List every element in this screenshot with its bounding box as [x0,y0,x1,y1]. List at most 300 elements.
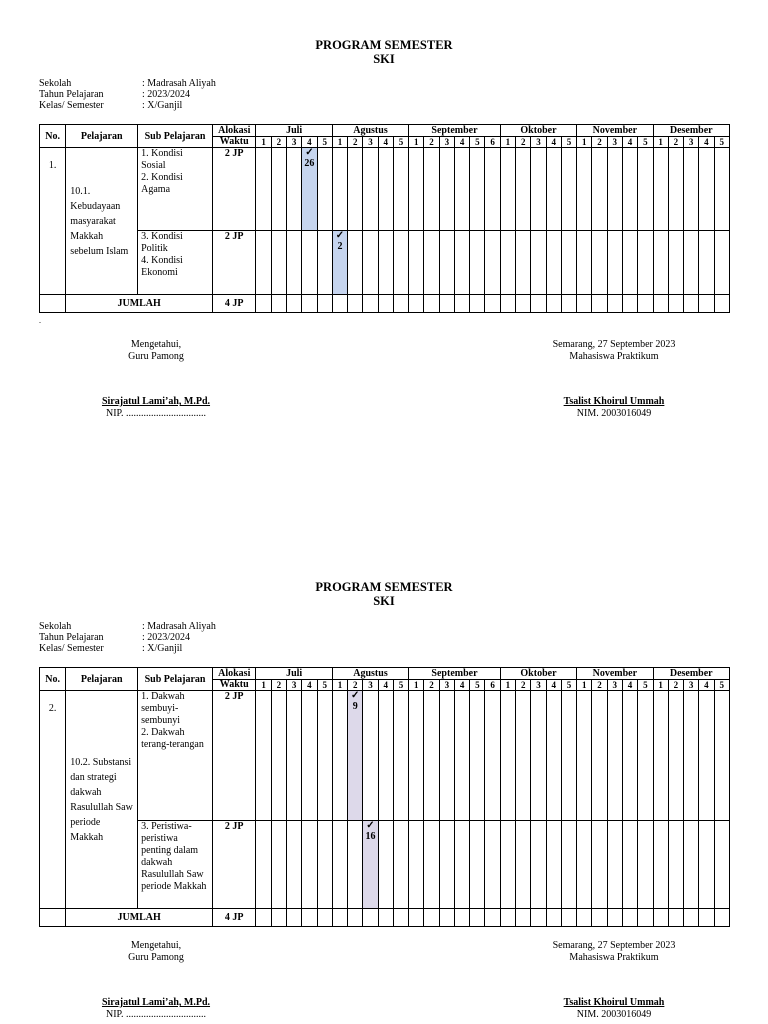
schedule-cell [699,231,714,295]
header-week-number: 5 [561,680,576,691]
schedule-cell [256,909,271,927]
schedule-cell [668,909,683,927]
header-week-number: 1 [256,680,271,691]
schedule-cell [302,821,317,909]
header-week-number: 2 [592,137,607,148]
schedule-cell [714,821,729,909]
header-week-number: 5 [470,680,485,691]
schedule-cell [348,148,363,231]
schedule-cell [699,148,714,231]
schedule-cell [409,231,424,295]
header-week-number: 3 [363,680,378,691]
schedule-cell [622,295,637,313]
schedule-date: 9 [352,701,358,712]
schedule-cell [287,295,302,313]
schedule-cell [684,821,699,909]
header-week-number: 2 [668,137,683,148]
header-month: Agustus [332,125,408,137]
check-icon: ✓ [335,230,345,241]
schedule-cell [393,691,408,821]
header-month: Oktober [500,125,576,137]
schedule-cell [287,691,302,821]
schedule-cell [516,295,531,313]
header-month: Desember [653,668,730,680]
schedule-cell [317,691,332,821]
schedule-cell [561,909,576,927]
header-week-number: 2 [516,680,531,691]
jumlah-blank [40,909,66,927]
schedule-cell [592,691,607,821]
schedule-cell [409,821,424,909]
schedule-cell [378,231,393,295]
schedule-cell [699,909,714,927]
schedule-cell [577,821,592,909]
signature-right-name-block-2 [534,997,694,1021]
schedule-cell [668,231,683,295]
alokasi-cell: 2 JP [212,148,256,231]
schedule-cell [378,691,393,821]
schedule-cell [470,821,485,909]
signature-right-line1: Semarang, 27 September 2023 [552,940,676,951]
header-week-number: 1 [653,137,668,148]
row-number: 1. [40,148,66,295]
schedule-cell [561,691,576,821]
schedule-cell [561,295,576,313]
header-week-number: 1 [332,137,347,148]
header-week-number: 5 [393,680,408,691]
schedule-cell [577,909,592,927]
schedule-cell [317,821,332,909]
header-week-number: 4 [378,137,393,148]
check-icon: ✓ [366,820,375,831]
schedule-cell [302,231,317,295]
signature-right-line1: Semarang, 27 September 2023 [552,339,676,350]
sekolah-value: : Madrasah Aliyah [142,78,216,89]
sekolah-label: Sekolah [39,78,72,89]
header-week-number: 1 [577,137,592,148]
header-week-number: 4 [302,137,317,148]
schedule-cell [363,295,378,313]
schedule-cell [638,231,653,295]
schedule-cell [363,691,378,821]
schedule-cell [531,909,546,927]
schedule-cell [699,691,714,821]
header-week-number: 5 [317,137,332,148]
schedule-cell [592,821,607,909]
schedule-cell [378,148,393,231]
header-week-number: 5 [470,137,485,148]
schedule-cell [439,231,454,295]
schedule-cell [256,821,271,909]
header-week-number: 1 [256,137,271,148]
header-week-number: 2 [516,137,531,148]
header-month: Agustus [332,668,408,680]
schedule-cell [653,295,668,313]
schedule-cell [577,691,592,821]
schedule-cell [332,691,347,821]
jumlah-value: 4 JP [212,909,256,927]
schedule-cell [531,295,546,313]
schedule-cell [454,231,469,295]
header-week-number: 4 [454,137,469,148]
schedule-date: 26 [304,158,315,169]
schedule-cell [516,231,531,295]
header-week-number: 2 [348,137,363,148]
header-week-number: 5 [561,137,576,148]
schedule-cell [485,231,500,295]
header-month: Oktober [500,668,576,680]
schedule-cell [546,148,561,231]
schedule-cell [531,821,546,909]
schedule-cell [287,148,302,231]
subject-title-2: SKI [373,594,395,608]
schedule-cell [424,231,439,295]
schedule-cell [592,295,607,313]
signature-left-2 [96,940,216,964]
schedule-cell [485,148,500,231]
tahun-value: : 2023/2024 [142,89,191,100]
schedule-cell [317,231,332,295]
schedule-cell [424,821,439,909]
schedule-cell [622,821,637,909]
schedule-cell [317,909,332,927]
kelas-value: : X/Ganjil [142,100,183,111]
schedule-cell [607,691,622,821]
schedule-mark-cell [332,231,347,295]
schedule-cell [546,231,561,295]
signature-right [534,339,694,363]
schedule-cell [439,295,454,313]
schedule-cell [287,909,302,927]
kelas-label: Kelas/ Semester [39,100,104,111]
schedule-cell [409,691,424,821]
sub-pelajaran-item: 2. Kondisi Agama [141,172,183,195]
schedule-cell [622,909,637,927]
schedule-cell [714,148,729,231]
sub-pelajaran-cell [138,821,213,909]
schedule-cell [592,909,607,927]
schedule-cell [653,821,668,909]
semester-table [39,124,730,313]
schedule-cell [348,295,363,313]
schedule-cell [638,909,653,927]
header-week-number: 1 [500,680,515,691]
schedule-cell [607,909,622,927]
schedule-cell [500,295,515,313]
schedule-cell [271,231,286,295]
schedule-cell [256,295,271,313]
header-week-number: 4 [378,680,393,691]
schedule-cell [684,909,699,927]
schedule-mark-cell [302,148,317,231]
schedule-cell [256,231,271,295]
header-sub-pelajaran: Sub Pelajaran [138,125,213,148]
tahun-label: Tahun Pelajaran [39,89,104,100]
schedule-cell [256,691,271,821]
schedule-cell [714,691,729,821]
schedule-cell [302,691,317,821]
header-waktu: Waktu [212,137,256,148]
header-no: No. [40,125,66,148]
header-month: November [577,125,653,137]
program-title: PROGRAM SEMESTER [315,38,453,52]
schedule-cell [500,909,515,927]
schedule-cell [653,231,668,295]
header-week-number: 3 [607,680,622,691]
signature-right-id: NIM. 2003016049 [576,1009,652,1020]
schedule-cell [393,148,408,231]
schedule-cell [653,909,668,927]
signature-left-id: NIP. ................................ [105,1009,206,1020]
signature-left-id: NIP. ................................ [105,408,206,419]
signature-left-name-block [86,396,226,420]
schedule-cell [714,909,729,927]
schedule-cell [577,148,592,231]
schedule-cell [714,231,729,295]
header-week-number: 3 [439,680,454,691]
schedule-cell [348,821,363,909]
header-week-number: 3 [439,137,454,148]
header-week-number: 2 [424,680,439,691]
schedule-cell [714,295,729,313]
schedule-cell [699,821,714,909]
schedule-cell [317,148,332,231]
signature-left-name-block-2 [86,997,226,1021]
header-week-number: 4 [546,680,561,691]
schedule-cell [470,148,485,231]
header-week-number: 4 [454,680,469,691]
schedule-cell [271,148,286,231]
header-week-number: 1 [577,680,592,691]
schedule-cell [592,148,607,231]
schedule-date: 2 [337,241,343,252]
sekolah-label: Sekolah [39,621,72,632]
schedule-cell [592,231,607,295]
schedule-cell [699,295,714,313]
header-week-number: 5 [714,137,729,148]
schedule-cell [439,909,454,927]
schedule-cell [363,909,378,927]
signature-left-line1: Mengetahui, [130,339,182,350]
header-pelajaran: Pelajaran [66,125,138,148]
schedule-cell [271,821,286,909]
schedule-cell [622,231,637,295]
schedule-cell [668,295,683,313]
schedule-cell [409,148,424,231]
header-week-number: 3 [684,680,699,691]
header-week-number: 3 [684,137,699,148]
jumlah-label: JUMLAH [66,295,213,313]
sub-pelajaran-item: 1. Kondisi Sosial [141,148,183,171]
schedule-cell [317,295,332,313]
schedule-cell [607,295,622,313]
schedule-cell [454,295,469,313]
schedule-cell [500,691,515,821]
header-month: Desember [653,125,730,137]
schedule-cell [546,821,561,909]
schedule-cell [393,295,408,313]
signature-left-name: Sirajatul Lami’ah, M.Pd. [101,997,211,1008]
header-month: September [409,125,501,137]
pelajaran-cell: 10.2. Substansi dan strategi dakwah Rasulullah Saw periode Makkah [66,691,138,909]
schedule-cell [684,231,699,295]
schedule-cell [332,295,347,313]
schedule-cell [439,148,454,231]
header-week-number: 4 [302,680,317,691]
schedule-cell [424,295,439,313]
schedule-cell [531,231,546,295]
schedule-cell [485,909,500,927]
header-week-number: 4 [699,680,714,691]
header-week-number: 4 [699,137,714,148]
header-week-number: 3 [531,137,546,148]
signature-right-name: Tsalist Khoirul Ummah [563,997,665,1008]
tahun-value: : 2023/2024 [142,632,191,643]
header-week-number: 5 [393,137,408,148]
header-week-number: 3 [363,137,378,148]
schedule-cell [622,691,637,821]
sub-pelajaran-cell [138,691,213,821]
schedule-cell [684,691,699,821]
header-week-number: 2 [668,680,683,691]
signature-left-line2: Guru Pamong [128,351,184,362]
schedule-cell [256,148,271,231]
schedule-cell [287,231,302,295]
header-month: November [577,668,653,680]
header-week-number: 4 [546,137,561,148]
header-week-number: 4 [622,137,637,148]
schedule-cell [454,821,469,909]
schedule-cell [348,909,363,927]
sub-pelajaran-item: 4. Kondisi Ekonomi [141,255,183,278]
schedule-cell [546,691,561,821]
schedule-cell [485,821,500,909]
schedule-cell [302,295,317,313]
header-week-number: 3 [531,680,546,691]
schedule-cell [485,691,500,821]
header-no: No. [40,668,66,691]
header-week-number: 1 [653,680,668,691]
header-week-number: 2 [424,137,439,148]
header-week-number: 6 [485,137,500,148]
schedule-cell [393,231,408,295]
info-block-2 [39,621,216,654]
header-month: September [409,668,501,680]
schedule-cell [638,148,653,231]
schedule-cell [363,148,378,231]
header-week-number: 3 [287,680,302,691]
signature-right-2 [534,940,694,964]
header-week-number: 2 [592,680,607,691]
header-week-number: 3 [287,137,302,148]
schedule-cell [424,909,439,927]
signature-left-line1: Mengetahui, [130,940,182,951]
signature-left [96,339,216,363]
schedule-cell [516,691,531,821]
sub-pelajaran-cell [138,148,213,231]
header-waktu: Waktu [212,680,256,691]
schedule-cell [546,909,561,927]
schedule-cell [607,148,622,231]
schedule-cell [470,909,485,927]
schedule-cell [454,691,469,821]
schedule-cell [531,148,546,231]
schedule-cell [561,231,576,295]
schedule-cell [424,148,439,231]
alokasi-cell: 2 JP [212,691,256,821]
schedule-cell [485,295,500,313]
header-week-number: 2 [348,680,363,691]
sub-pelajaran-cell [138,231,213,295]
schedule-cell [516,909,531,927]
schedule-cell [393,821,408,909]
schedule-cell [668,148,683,231]
schedule-cell [271,295,286,313]
header-week-number: 5 [317,680,332,691]
schedule-cell [561,821,576,909]
header-week-number: 5 [714,680,729,691]
schedule-cell [332,821,347,909]
check-icon: ✓ [305,147,314,158]
schedule-cell [684,295,699,313]
header-week-number: 2 [271,137,286,148]
schedule-cell [668,821,683,909]
header-alokasi: Alokasi [212,668,256,680]
sekolah-value: : Madrasah Aliyah [142,621,216,632]
alokasi-cell: 2 JP [212,231,256,295]
schedule-cell [561,148,576,231]
schedule-cell [409,295,424,313]
signature-right-line2: Mahasiswa Praktikum [569,351,659,362]
schedule-cell [516,148,531,231]
schedule-cell [622,148,637,231]
tahun-label: Tahun Pelajaran [39,632,104,643]
header-month: Juli [256,668,332,680]
header-week-number: 3 [607,137,622,148]
schedule-cell [409,909,424,927]
header-week-number: 1 [332,680,347,691]
header-week-number: 6 [485,680,500,691]
schedule-cell [470,295,485,313]
schedule-cell [577,295,592,313]
schedule-cell [378,295,393,313]
schedule-cell [302,909,317,927]
kelas-value: : X/Ganjil [142,643,183,654]
sub-pelajaran-item: 2. Dakwah terang-terangan [141,727,204,750]
header-week-number: 2 [271,680,286,691]
schedule-cell [271,691,286,821]
schedule-cell [500,148,515,231]
pelajaran-cell: 10.1. Kebudayaan masyarakat Makkah sebelum Islam [66,148,138,295]
header-week-number: 1 [500,137,515,148]
sub-pelajaran-item: 3. Kondisi Politik [141,231,183,254]
sub-pelajaran-item: 1. Dakwah sembuyi-sembunyi [141,691,185,726]
schedule-cell [516,821,531,909]
header-week-number: 1 [409,680,424,691]
schedule-cell [378,909,393,927]
schedule-cell [668,691,683,821]
schedule-cell [454,148,469,231]
schedule-cell [470,231,485,295]
schedule-cell [638,295,653,313]
schedule-cell [470,691,485,821]
schedule-cell [454,909,469,927]
schedule-cell [287,821,302,909]
schedule-cell [607,821,622,909]
jumlah-blank [40,295,66,313]
sub-pelajaran-item: 3. Peristiwa-peristiwa penting dalam dakwah Rasulullah Saw periode Makkah [141,821,207,892]
schedule-cell [378,821,393,909]
